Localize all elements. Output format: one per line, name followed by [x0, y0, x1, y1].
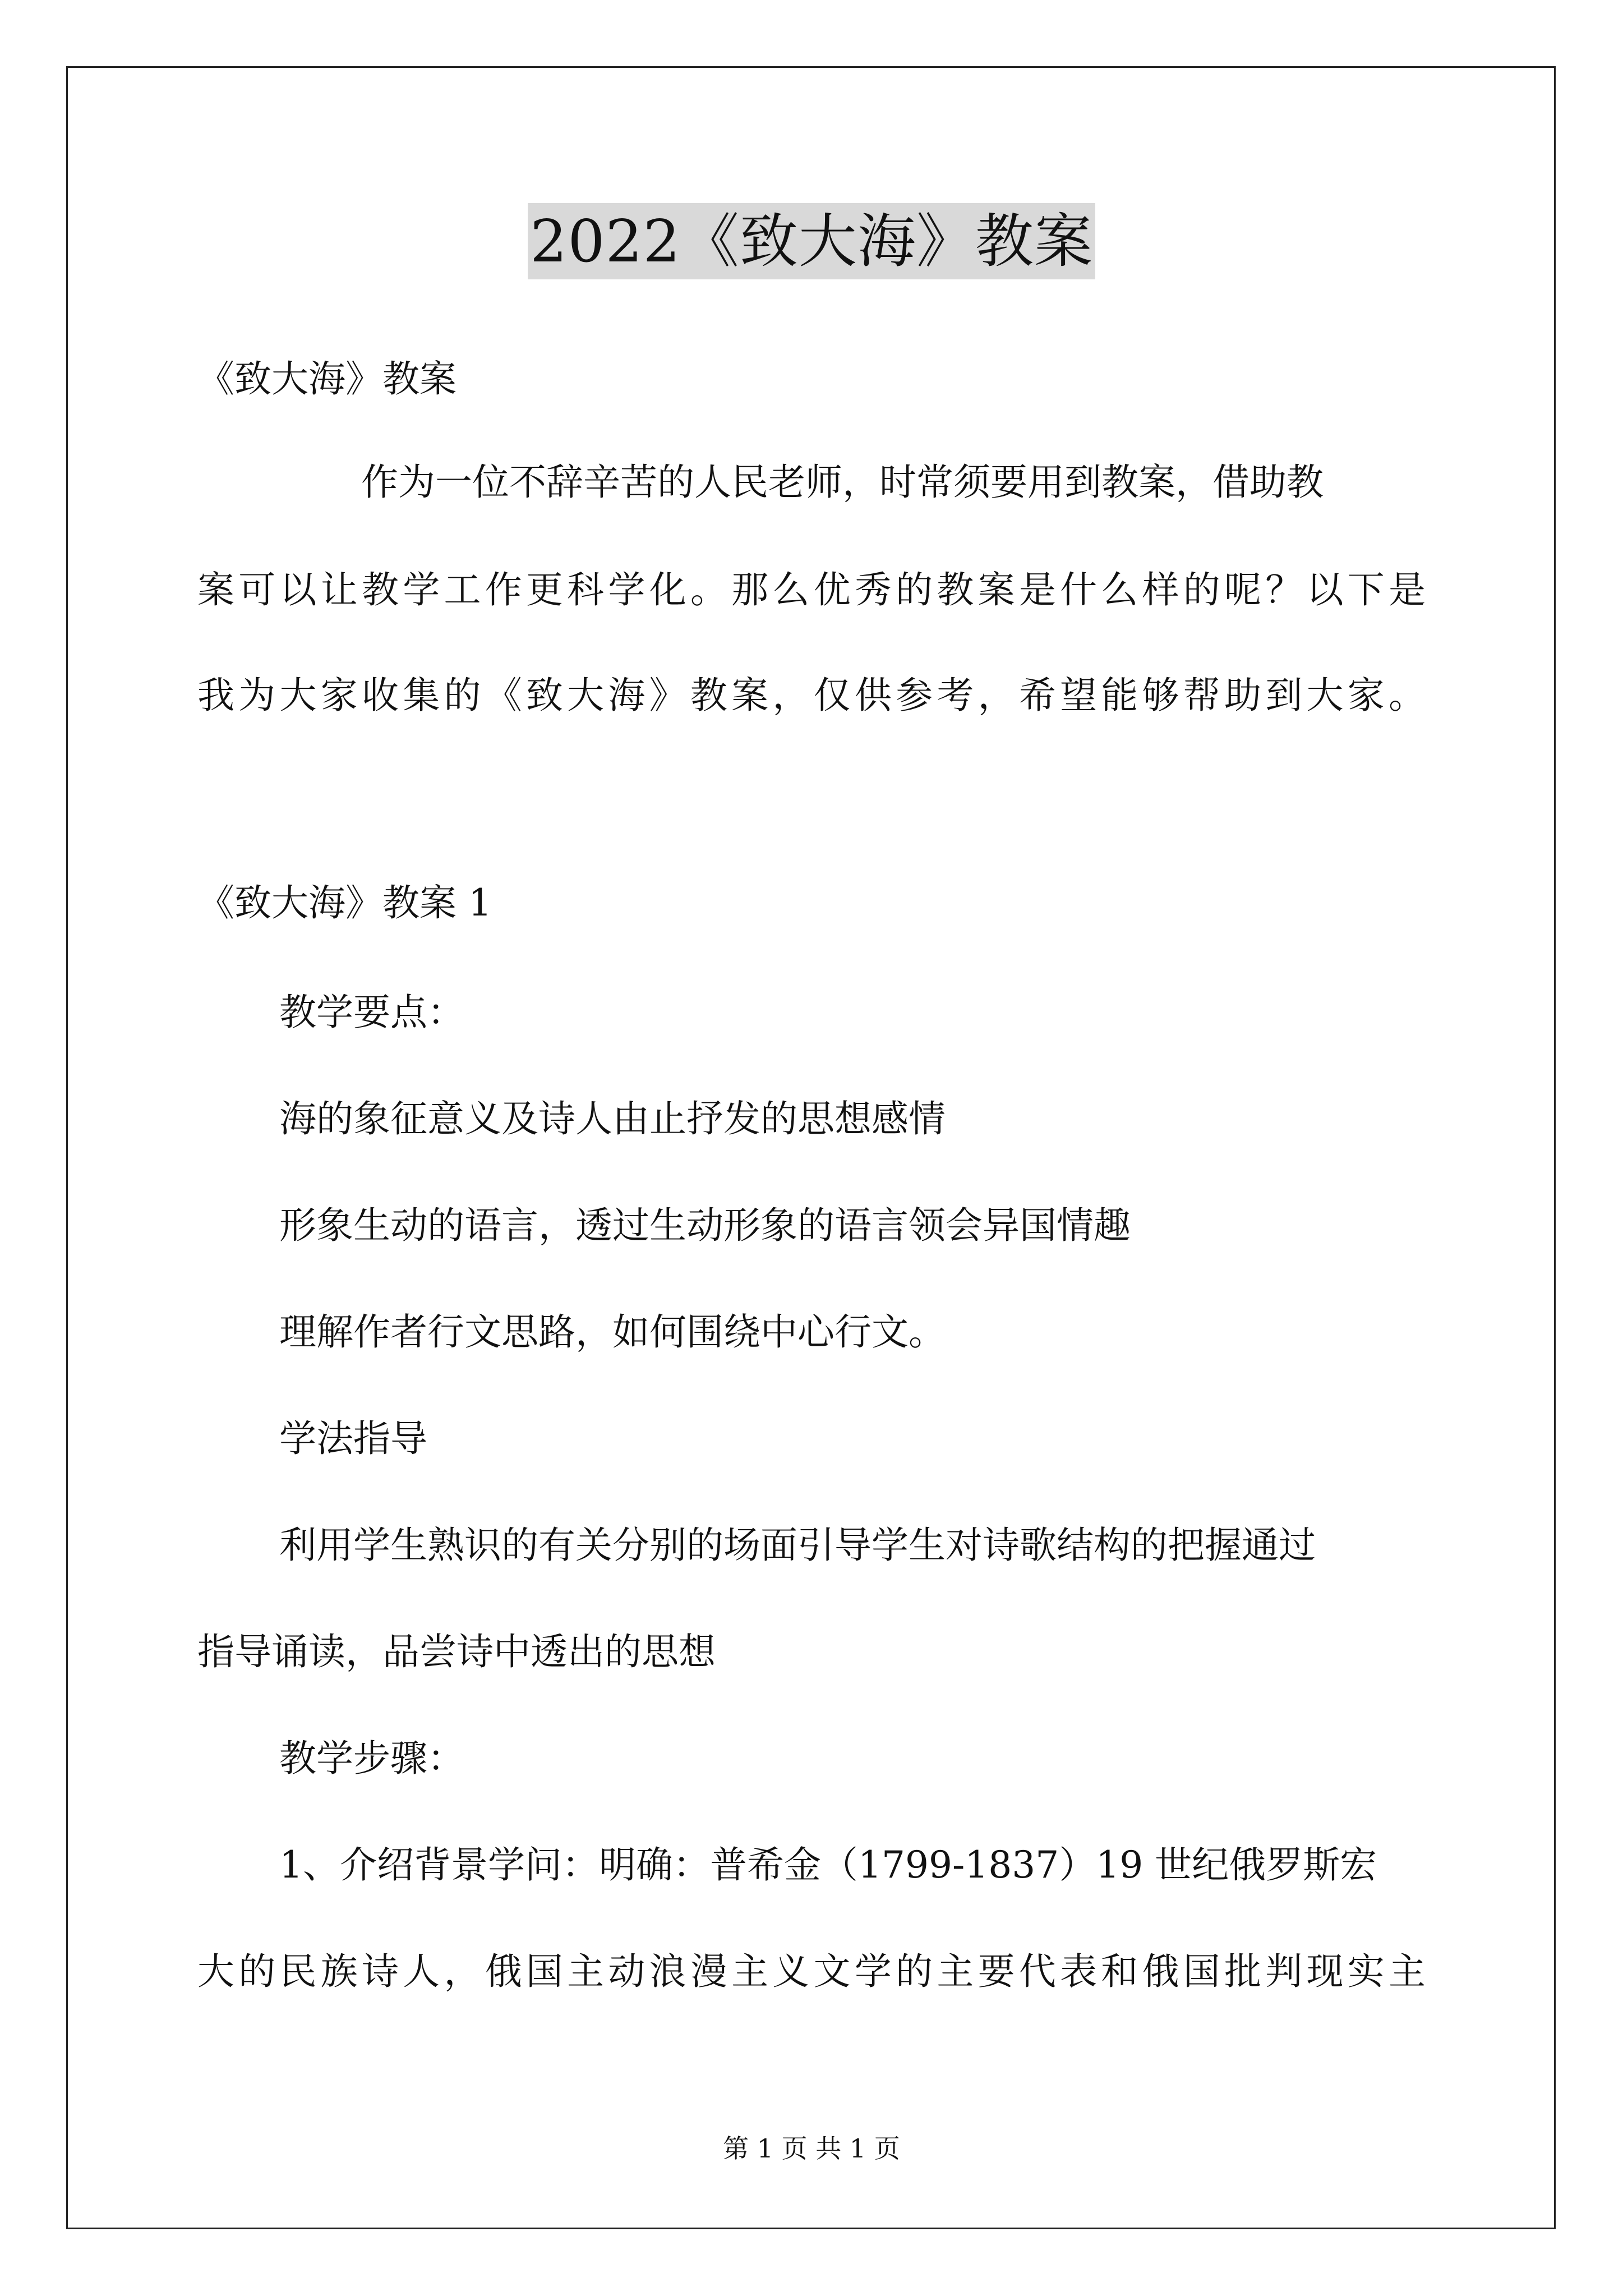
body-line-7: 指导诵读，品尝诗中透出的思想 [197, 1630, 716, 1673]
intro-line-2: 案可以让教学工作更科学化。那么优秀的教案是什么样的呢？以下是 [197, 568, 1426, 611]
document-title: 2022《致大海》教案 [528, 203, 1095, 279]
page-footer: 第 1 页 共 1 页 [723, 2133, 900, 2164]
body-line-4: 理解作者行文思路，如何围绕中心行文。 [279, 1310, 946, 1354]
intro-line-1: 作为一位不辞辛苦的人民老师，时常须要用到教案，借助教 [361, 461, 1324, 504]
body-line-3: 形象生动的语言，透过生动形象的语言领会异国情趣 [279, 1204, 1131, 1247]
body-line-9: 1、介绍背景学问：明确：普希金（1799-1837）19 世纪俄罗斯宏 [279, 1843, 1377, 1887]
body-line-10: 大的民族诗人，俄国主动浪漫主义文学的主要代表和俄国批判现实主 [197, 1950, 1426, 1993]
title-wrapper [0, 203, 1623, 279]
intro-line-3: 我为大家收集的《致大海》教案，仅供参考，希望能够帮助到大家。 [197, 674, 1426, 717]
body-line-5: 学法指导 [279, 1417, 427, 1460]
subtitle: 《致大海》教案 [197, 357, 457, 401]
section-heading: 《致大海》教案 1 [197, 881, 492, 924]
body-line-1: 教学要点： [279, 991, 464, 1034]
body-line-8: 教学步骤： [279, 1737, 464, 1780]
body-line-2: 海的象征意义及诗人由止抒发的思想感情 [279, 1097, 946, 1140]
body-line-6: 利用学生熟识的有关分别的场面引导学生对诗歌结构的把握通过 [279, 1524, 1316, 1567]
